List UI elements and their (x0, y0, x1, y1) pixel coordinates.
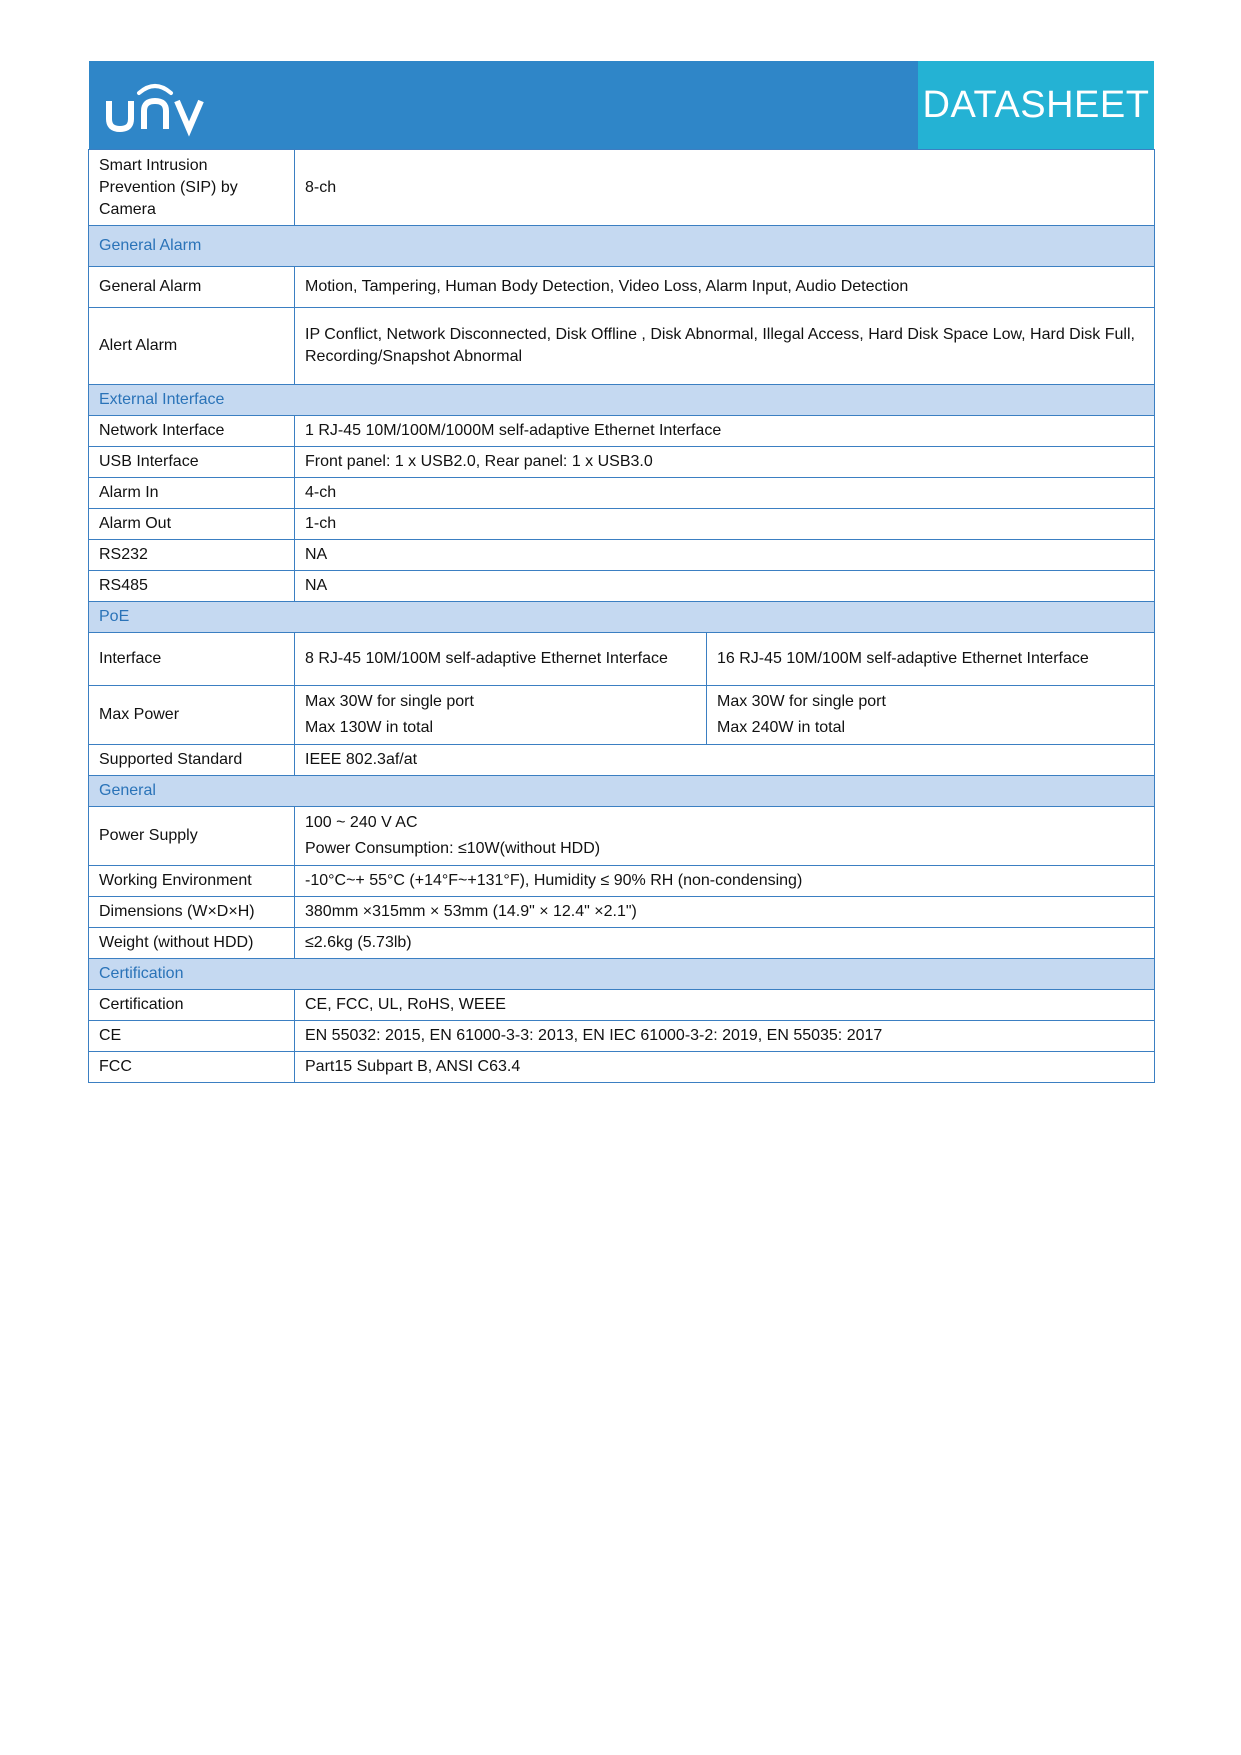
table-row (89, 267, 1155, 308)
row-label: FCC (89, 1052, 295, 1083)
table-row (89, 308, 1155, 385)
table-row (89, 571, 1155, 602)
row-value: 8-ch (295, 150, 1155, 226)
value-line: Max 240W in total (717, 719, 846, 736)
table-row (89, 416, 1155, 447)
table-row (89, 807, 1155, 866)
row-value: Part15 Subpart B, ANSI C63.4 (295, 1052, 1155, 1083)
row-label: Smart Intrusion Prevention (SIP) by Camera (89, 150, 295, 226)
row-value: ≤2.6kg (5.73lb) (295, 928, 1155, 959)
section-header (89, 959, 1155, 990)
unv-logo (105, 77, 215, 137)
table-row (89, 1021, 1155, 1052)
row-value: -10°C~+ 55°C (+14°F~+131°F), Humidity ≤ 90% RH (non-condensing) (295, 866, 1155, 897)
row-value: CE, FCC, UL, RoHS, WEEE (295, 990, 1155, 1021)
section-header (89, 385, 1155, 416)
value-line: Power Consumption: ≤10W(without HDD) (305, 840, 601, 857)
row-value (295, 686, 707, 745)
row-value: 380mm ×315mm × 53mm (14.9" × 12.4" ×2.1") (295, 897, 1155, 928)
row-value: 16 RJ-45 10M/100M self-adaptive Ethernet Interface (707, 633, 1155, 686)
table-row (89, 866, 1155, 897)
page-header (89, 61, 1154, 149)
row-value (707, 686, 1155, 745)
table-row (89, 928, 1155, 959)
section-title: Certification (89, 959, 1155, 990)
row-label: Dimensions (W×D×H) (89, 897, 295, 928)
row-label: Network Interface (89, 416, 295, 447)
section-title: PoE (89, 602, 1155, 633)
section-title: External Interface (89, 385, 1155, 416)
row-label: Max Power (89, 686, 295, 745)
row-label: Alarm Out (89, 509, 295, 540)
table-row (89, 990, 1155, 1021)
section-title: General (89, 776, 1155, 807)
table-row (89, 150, 1155, 226)
row-value: 1-ch (295, 509, 1155, 540)
row-label: CE (89, 1021, 295, 1052)
row-value: NA (295, 540, 1155, 571)
value-line: 100 ~ 240 V AC (305, 814, 418, 831)
row-value (295, 807, 1155, 866)
row-label: Alarm In (89, 478, 295, 509)
section-header (89, 602, 1155, 633)
table-row (89, 686, 1155, 745)
row-value: IEEE 802.3af/at (295, 745, 1155, 776)
row-label: Certification (89, 990, 295, 1021)
row-value: EN 55032: 2015, EN 61000-3-3: 2013, EN IEC 61000-3-2: 2019, EN 55035: 2017 (295, 1021, 1155, 1052)
row-value: 8 RJ-45 10M/100M self-adaptive Ethernet Interface (295, 633, 707, 686)
section-header (89, 226, 1155, 267)
table-row (89, 897, 1155, 928)
row-label: Interface (89, 633, 295, 686)
table-row (89, 478, 1155, 509)
row-label: Power Supply (89, 807, 295, 866)
row-label: RS485 (89, 571, 295, 602)
row-label: Alert Alarm (89, 308, 295, 385)
table-row (89, 1052, 1155, 1083)
table-row (89, 447, 1155, 478)
table-row (89, 633, 1155, 686)
row-value: IP Conflict, Network Disconnected, Disk Offline , Disk Abnormal, Illegal Access, Hard Disk Space Low, Hard Disk Full, Recording/Snapshot Abnormal (295, 308, 1155, 385)
row-value: 1 RJ-45 10M/100M/1000M self-adaptive Ethernet Interface (295, 416, 1155, 447)
row-label: USB Interface (89, 447, 295, 478)
section-header (89, 776, 1155, 807)
row-label: General Alarm (89, 267, 295, 308)
row-label: RS232 (89, 540, 295, 571)
table-row (89, 745, 1155, 776)
row-label: Supported Standard (89, 745, 295, 776)
row-value: 4-ch (295, 478, 1155, 509)
datasheet-badge: DATASHEET (918, 61, 1154, 149)
row-label: Weight (without HDD) (89, 928, 295, 959)
row-label: Working Environment (89, 866, 295, 897)
value-line: Max 30W for single port (305, 693, 474, 710)
section-title: General Alarm (89, 226, 1155, 267)
value-line: Max 30W for single port (717, 693, 886, 710)
row-value: Motion, Tampering, Human Body Detection, Video Loss, Alarm Input, Audio Detection (295, 267, 1155, 308)
table-row (89, 540, 1155, 571)
spec-table (88, 149, 1155, 1083)
row-value: Front panel: 1 x USB2.0, Rear panel: 1 x USB3.0 (295, 447, 1155, 478)
table-row (89, 509, 1155, 540)
value-line: Max 130W in total (305, 719, 434, 736)
row-value: NA (295, 571, 1155, 602)
